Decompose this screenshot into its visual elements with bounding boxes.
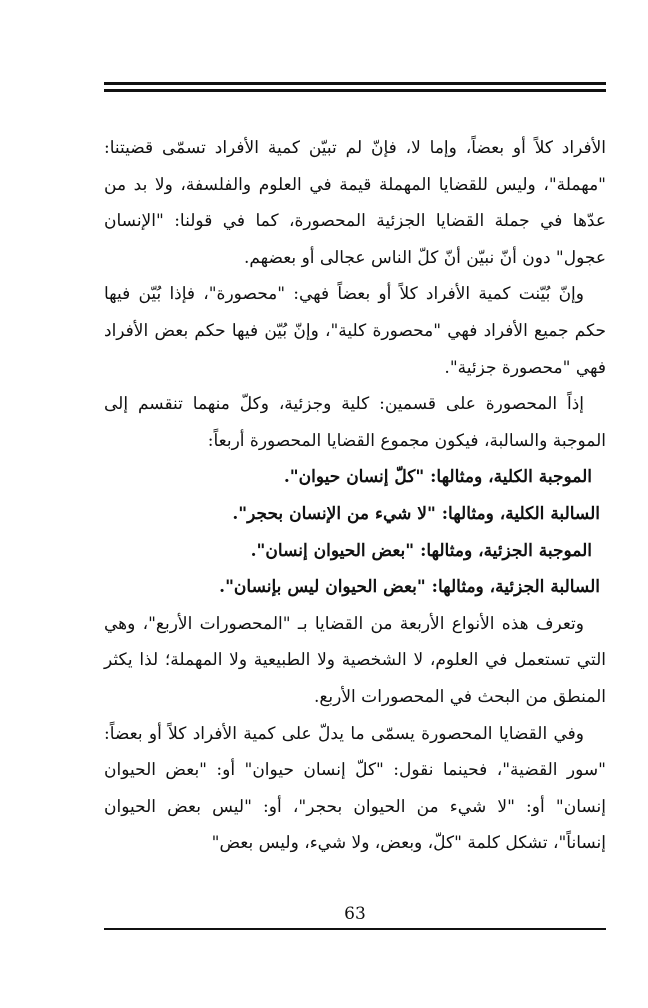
paragraph: وتعرف هذه الأنواع الأربعة من القضايا بـ "المحصورات الأربع"، وهي التي تستعمل في العلوم، لا الشخصية ولا الطبيعية ولا المهملة؛ لذا يكثر المنطق من البحث في المحصورات الأربع.: [104, 613, 606, 707]
example-line: السالبة الكلية، ومثالها: "لا شيء من الإنسان بحجر".: [232, 503, 600, 524]
footer-rule: [104, 928, 606, 930]
paragraph: الأفراد كلاً أو بعضاً، وإما لا، فإنّ لم تبيّن كمية الأفراد تسمّى قضيتنا: "مهملة"، وليس للقضايا المهملة قيمة في العلوم والفلسفة، ولا بد من عدّها في جملة القضايا الجزئية المحصورة، كما في قولنا: "الإنسان عجول" دون أنّ نبيّن أنّ كلّ الناس عجالى أو بعضهم.: [104, 138, 606, 268]
page-number: 63: [344, 904, 366, 924]
example-line: الموجبة الجزئية، ومثالها: "بعض الحيوان إنسان".: [250, 540, 592, 561]
paragraph: وفي القضايا المحصورة يسمّى ما يدلّ على كمية الأفراد كلاً أو بعضاً: "سور القضية"، فحينما نقول: "كلّ إنسان حيوان" أو: "بعض الحيوان إنسان" أو: "لا شيء من الحيوان بحجر"، أو: "ليس بعض الحيوان إنساناً"، تشكل كلمة "كلّ، وبعض، ولا شيء، وليس بعض": [104, 723, 606, 854]
header-double-rule: [104, 82, 606, 92]
paragraph: إذاً المحصورة على قسمين: كلية وجزئية، وكلّ منهما تنقسم إلى الموجبة والسالبة، فيكون مجموع القضايا المحصورة أربعاً:: [104, 394, 606, 451]
example-line: الموجبة الكلية، ومثالها: "كلّ إنسان حيوان".: [283, 467, 592, 488]
example-line: السالبة الجزئية، ومثالها: "بعض الحيوان ليس بإنسان".: [219, 577, 600, 598]
paragraph: وإنّ بُيّنت كمية الأفراد كلاً أو بعضاً فهي: "محصورة"، فإذا بُيّن فيها حكم جميع الأفراد فهي "محصورة كلية"، وإنّ بُيّن فيها حكم بعض الأفراد فهي "محصورة جزئية".: [104, 284, 606, 378]
page-body: [104, 130, 606, 862]
